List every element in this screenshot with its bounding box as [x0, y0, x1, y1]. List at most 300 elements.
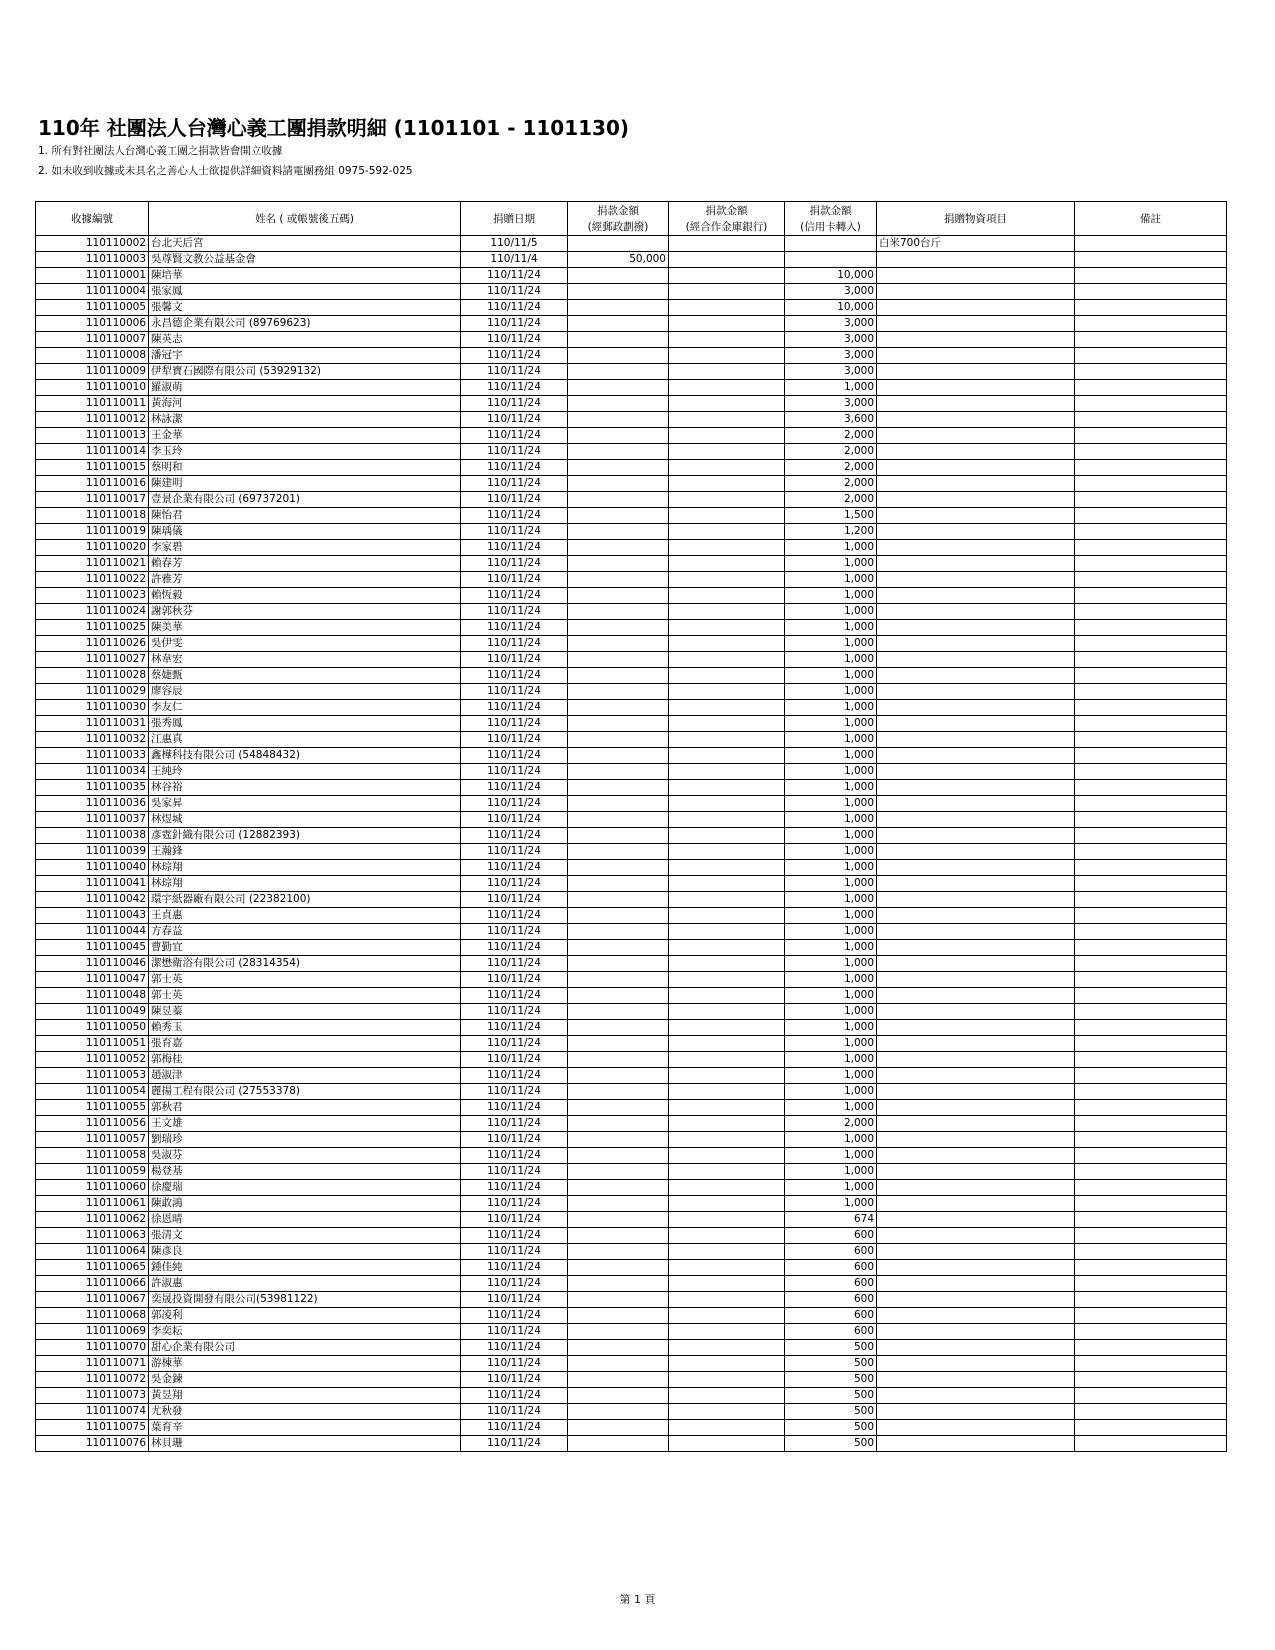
date-cell: 110/11/24	[461, 764, 568, 780]
remarks-cell	[1075, 1436, 1227, 1452]
date-cell: 110/11/24	[461, 620, 568, 636]
postal-amount-cell	[568, 1084, 669, 1100]
card-amount-cell: 1,000	[785, 1132, 877, 1148]
remarks-cell	[1075, 284, 1227, 300]
remarks-cell	[1075, 316, 1227, 332]
bank-amount-cell	[669, 284, 785, 300]
date-cell: 110/11/24	[461, 876, 568, 892]
date-cell: 110/11/24	[461, 1068, 568, 1084]
postal-amount-cell	[568, 1100, 669, 1116]
date-cell: 110/11/24	[461, 268, 568, 284]
table-row	[36, 476, 1227, 492]
receipt-no-cell: 110110012	[36, 412, 149, 428]
receipt-no-cell: 110110068	[36, 1308, 149, 1324]
date-cell: 110/11/24	[461, 844, 568, 860]
remarks-cell	[1075, 412, 1227, 428]
date-cell: 110/11/24	[461, 412, 568, 428]
table-row	[36, 764, 1227, 780]
bank-amount-cell	[669, 892, 785, 908]
postal-amount-cell	[568, 348, 669, 364]
postal-amount-cell	[568, 1228, 669, 1244]
goods-cell	[877, 1068, 1075, 1084]
bank-amount-cell	[669, 732, 785, 748]
card-amount-cell: 1,000	[785, 540, 877, 556]
bank-amount-cell	[669, 972, 785, 988]
postal-amount-cell	[568, 652, 669, 668]
remarks-cell	[1075, 1100, 1227, 1116]
receipt-no-cell: 110110063	[36, 1228, 149, 1244]
receipt-no-cell: 110110024	[36, 604, 149, 620]
bank-amount-cell	[669, 1020, 785, 1036]
remarks-cell	[1075, 604, 1227, 620]
donor-name-cell: 林煜城	[149, 812, 461, 828]
goods-cell	[877, 748, 1075, 764]
table-row	[36, 636, 1227, 652]
donor-name-cell: 徐慶瑞	[149, 1180, 461, 1196]
receipt-no-cell: 110110075	[36, 1420, 149, 1436]
donor-name-cell: 陳怡君	[149, 508, 461, 524]
date-cell: 110/11/24	[461, 1212, 568, 1228]
receipt-no-cell: 110110058	[36, 1148, 149, 1164]
donor-name-cell: 許雅芳	[149, 572, 461, 588]
goods-cell	[877, 508, 1075, 524]
postal-amount-cell	[568, 700, 669, 716]
donor-name-cell: 曹勤宜	[149, 940, 461, 956]
donor-name-cell: 林韋宏	[149, 652, 461, 668]
col-bank-amount-header: 捐款金額 (經合作金庫銀行)	[669, 202, 785, 236]
donor-name-cell: 林詠潔	[149, 412, 461, 428]
note-contact: 2. 如未收到收據或未具名之善心人士欲提供詳細資料請電團務組 0975-592-025	[38, 165, 413, 177]
card-amount-cell: 1,000	[785, 684, 877, 700]
bank-amount-cell	[669, 1196, 785, 1212]
postal-amount-cell	[568, 636, 669, 652]
receipt-no-cell: 110110042	[36, 892, 149, 908]
remarks-cell	[1075, 892, 1227, 908]
bank-amount-cell	[669, 380, 785, 396]
postal-amount-cell	[568, 668, 669, 684]
receipt-no-cell: 110110013	[36, 428, 149, 444]
postal-amount-cell	[568, 1356, 669, 1372]
goods-cell	[877, 684, 1075, 700]
note-receipt: 1. 所有對社團法人台灣心義工團之捐款皆會開立收據	[38, 145, 283, 157]
card-amount-cell: 1,000	[785, 780, 877, 796]
postal-amount-cell	[568, 1164, 669, 1180]
remarks-cell	[1075, 732, 1227, 748]
card-amount-cell: 1,000	[785, 956, 877, 972]
goods-cell	[877, 1372, 1075, 1388]
table-row	[36, 1068, 1227, 1084]
receipt-no-cell: 110110019	[36, 524, 149, 540]
card-amount-cell: 1,000	[785, 1148, 877, 1164]
date-cell: 110/11/24	[461, 732, 568, 748]
table-row	[36, 1324, 1227, 1340]
table-row	[36, 876, 1227, 892]
bank-amount-cell	[669, 396, 785, 412]
postal-amount-cell	[568, 1212, 669, 1228]
bank-amount-cell	[669, 604, 785, 620]
card-amount-cell: 1,000	[785, 1004, 877, 1020]
date-cell: 110/11/24	[461, 1420, 568, 1436]
donor-name-cell: 陳敢鴻	[149, 1196, 461, 1212]
table-row	[36, 1132, 1227, 1148]
goods-cell	[877, 1180, 1075, 1196]
card-amount-cell: 1,000	[785, 572, 877, 588]
receipt-no-cell: 110110014	[36, 444, 149, 460]
card-amount-cell: 1,000	[785, 940, 877, 956]
date-cell: 110/11/24	[461, 780, 568, 796]
donor-name-cell: 游棟華	[149, 1356, 461, 1372]
receipt-no-cell: 110110023	[36, 588, 149, 604]
remarks-cell	[1075, 908, 1227, 924]
card-amount-cell: 3,000	[785, 396, 877, 412]
postal-amount-cell	[568, 844, 669, 860]
card-amount-cell: 1,000	[785, 988, 877, 1004]
date-cell: 110/11/24	[461, 1340, 568, 1356]
remarks-cell	[1075, 492, 1227, 508]
postal-amount-cell	[568, 588, 669, 604]
remarks-cell	[1075, 972, 1227, 988]
donor-name-cell: 林谷裕	[149, 780, 461, 796]
card-amount-cell: 1,000	[785, 1084, 877, 1100]
goods-cell	[877, 428, 1075, 444]
card-amount-cell: 1,000	[785, 1100, 877, 1116]
goods-cell	[877, 540, 1075, 556]
bank-amount-cell	[669, 1292, 785, 1308]
goods-cell	[877, 316, 1075, 332]
donor-name-cell: 謝郭秋芬	[149, 604, 461, 620]
postal-amount-cell	[568, 1244, 669, 1260]
date-cell: 110/11/24	[461, 1356, 568, 1372]
postal-amount-cell	[568, 1324, 669, 1340]
table-row	[36, 460, 1227, 476]
date-cell: 110/11/24	[461, 1116, 568, 1132]
donor-name-cell: 楊登基	[149, 1164, 461, 1180]
bank-amount-cell	[669, 716, 785, 732]
goods-cell	[877, 332, 1075, 348]
goods-cell	[877, 1084, 1075, 1100]
goods-cell	[877, 956, 1075, 972]
table-row	[36, 1052, 1227, 1068]
table-row	[36, 1100, 1227, 1116]
card-amount-cell: 1,000	[785, 1196, 877, 1212]
goods-cell	[877, 412, 1075, 428]
card-amount-cell: 500	[785, 1420, 877, 1436]
bank-amount-cell	[669, 1212, 785, 1228]
bank-amount-cell	[669, 1436, 785, 1452]
donor-name-cell: 陳英志	[149, 332, 461, 348]
bank-amount-cell	[669, 1164, 785, 1180]
goods-cell	[877, 620, 1075, 636]
bank-amount-cell	[669, 444, 785, 460]
bank-amount-cell	[669, 1356, 785, 1372]
remarks-cell	[1075, 1308, 1227, 1324]
bank-amount-cell	[669, 636, 785, 652]
card-amount-cell: 1,500	[785, 508, 877, 524]
date-cell: 110/11/24	[461, 860, 568, 876]
receipt-no-cell: 110110030	[36, 700, 149, 716]
card-amount-cell: 1,000	[785, 1052, 877, 1068]
remarks-cell	[1075, 1420, 1227, 1436]
col-name-header: 姓名 ( 或帳號後五碼)	[149, 202, 461, 236]
bank-amount-cell	[669, 556, 785, 572]
bank-amount-cell	[669, 1388, 785, 1404]
receipt-no-cell: 110110020	[36, 540, 149, 556]
receipt-no-cell: 110110028	[36, 668, 149, 684]
table-row	[36, 1084, 1227, 1100]
remarks-cell	[1075, 636, 1227, 652]
receipt-no-cell: 110110011	[36, 396, 149, 412]
goods-cell	[877, 988, 1075, 1004]
donor-name-cell: 王瀚鋒	[149, 844, 461, 860]
col-remarks-header: 備註	[1075, 202, 1227, 236]
date-cell: 110/11/24	[461, 652, 568, 668]
date-cell: 110/11/24	[461, 460, 568, 476]
card-amount-cell: 3,000	[785, 364, 877, 380]
date-cell: 110/11/24	[461, 540, 568, 556]
table-row	[36, 1308, 1227, 1324]
bank-amount-cell	[669, 572, 785, 588]
remarks-cell	[1075, 1052, 1227, 1068]
donor-name-cell: 彥霆針織有限公司 (12882393)	[149, 828, 461, 844]
table-row	[36, 1292, 1227, 1308]
date-cell: 110/11/24	[461, 572, 568, 588]
date-cell: 110/11/24	[461, 364, 568, 380]
col-receipt-no-header: 收據編號	[36, 202, 149, 236]
goods-cell	[877, 492, 1075, 508]
date-cell: 110/11/24	[461, 588, 568, 604]
bank-amount-cell	[669, 524, 785, 540]
table-row	[36, 684, 1227, 700]
postal-amount-cell	[568, 1436, 669, 1452]
goods-cell: 白米700台斤	[877, 236, 1075, 252]
receipt-no-cell: 110110055	[36, 1100, 149, 1116]
bank-amount-cell	[669, 1404, 785, 1420]
bank-amount-cell	[669, 908, 785, 924]
card-amount-cell: 1,000	[785, 908, 877, 924]
donor-name-cell: 李家碧	[149, 540, 461, 556]
card-amount-cell: 1,000	[785, 620, 877, 636]
bank-amount-cell	[669, 428, 785, 444]
table-row	[36, 348, 1227, 364]
table-row	[36, 716, 1227, 732]
card-amount-cell: 1,000	[785, 924, 877, 940]
postal-amount-cell	[568, 460, 669, 476]
card-amount-cell: 600	[785, 1324, 877, 1340]
remarks-cell	[1075, 556, 1227, 572]
table-row	[36, 796, 1227, 812]
postal-amount-cell	[568, 1148, 669, 1164]
remarks-cell	[1075, 764, 1227, 780]
remarks-cell	[1075, 428, 1227, 444]
bank-amount-cell	[669, 300, 785, 316]
table-row	[36, 1372, 1227, 1388]
date-cell: 110/11/24	[461, 444, 568, 460]
postal-amount-cell	[568, 1004, 669, 1020]
goods-cell	[877, 1148, 1075, 1164]
remarks-cell	[1075, 1164, 1227, 1180]
donor-name-cell: 尤秋發	[149, 1404, 461, 1420]
remarks-cell	[1075, 1084, 1227, 1100]
receipt-no-cell: 110110043	[36, 908, 149, 924]
card-amount-cell: 1,000	[785, 972, 877, 988]
donor-name-cell: 林琮翔	[149, 860, 461, 876]
donor-name-cell: 甜心企業有限公司	[149, 1340, 461, 1356]
donor-name-cell: 林貝珊	[149, 1436, 461, 1452]
receipt-no-cell: 110110041	[36, 876, 149, 892]
donor-name-cell: 賴恆毅	[149, 588, 461, 604]
postal-amount-cell	[568, 1260, 669, 1276]
date-cell: 110/11/24	[461, 428, 568, 444]
date-cell: 110/11/24	[461, 1228, 568, 1244]
goods-cell	[877, 1164, 1075, 1180]
donor-name-cell: 王純玲	[149, 764, 461, 780]
date-cell: 110/11/24	[461, 508, 568, 524]
donor-name-cell: 環宇紙器廠有限公司 (22382100)	[149, 892, 461, 908]
bank-amount-cell	[669, 1340, 785, 1356]
donor-name-cell: 潘冠宇	[149, 348, 461, 364]
bank-amount-cell	[669, 780, 785, 796]
bank-amount-cell	[669, 1052, 785, 1068]
receipt-no-cell: 110110070	[36, 1340, 149, 1356]
bank-amount-cell	[669, 268, 785, 284]
receipt-no-cell: 110110007	[36, 332, 149, 348]
date-cell: 110/11/24	[461, 636, 568, 652]
receipt-no-cell: 110110001	[36, 268, 149, 284]
card-amount-cell: 10,000	[785, 300, 877, 316]
donor-name-cell: 潔懋衛浴有限公司 (28314354)	[149, 956, 461, 972]
remarks-cell	[1075, 444, 1227, 460]
donor-name-cell: 陳培華	[149, 268, 461, 284]
card-amount-cell	[785, 252, 877, 268]
donor-name-cell: 廖容辰	[149, 684, 461, 700]
receipt-no-cell: 110110057	[36, 1132, 149, 1148]
date-cell: 110/11/24	[461, 1372, 568, 1388]
donor-name-cell: 吳尊賢文教公益基金會	[149, 252, 461, 268]
goods-cell	[877, 556, 1075, 572]
goods-cell	[877, 1020, 1075, 1036]
receipt-no-cell: 110110065	[36, 1260, 149, 1276]
table-row	[36, 332, 1227, 348]
goods-cell	[877, 1116, 1075, 1132]
date-cell: 110/11/24	[461, 1004, 568, 1020]
goods-cell	[877, 812, 1075, 828]
card-amount-cell: 500	[785, 1356, 877, 1372]
postal-amount-cell	[568, 604, 669, 620]
card-amount-cell: 674	[785, 1212, 877, 1228]
postal-amount-cell	[568, 780, 669, 796]
card-amount-cell: 1,000	[785, 1164, 877, 1180]
receipt-no-cell: 110110035	[36, 780, 149, 796]
donor-name-cell: 郭士英	[149, 988, 461, 1004]
table-row	[36, 1404, 1227, 1420]
goods-cell	[877, 1036, 1075, 1052]
postal-amount-cell	[568, 1116, 669, 1132]
card-amount-cell: 1,000	[785, 604, 877, 620]
postal-amount-cell	[568, 796, 669, 812]
donor-name-cell: 蔡婕甄	[149, 668, 461, 684]
table-row	[36, 1388, 1227, 1404]
donor-name-cell: 黃海河	[149, 396, 461, 412]
donor-name-cell: 張秀鳳	[149, 716, 461, 732]
remarks-cell	[1075, 620, 1227, 636]
donor-name-cell: 李奕耘	[149, 1324, 461, 1340]
date-cell: 110/11/24	[461, 604, 568, 620]
bank-amount-cell	[669, 588, 785, 604]
goods-cell	[877, 1356, 1075, 1372]
table-row	[36, 972, 1227, 988]
bank-amount-cell	[669, 508, 785, 524]
receipt-no-cell: 110110067	[36, 1292, 149, 1308]
bank-amount-cell	[669, 1180, 785, 1196]
donor-name-cell: 吳伊雯	[149, 636, 461, 652]
remarks-cell	[1075, 652, 1227, 668]
remarks-cell	[1075, 476, 1227, 492]
table-row	[36, 1148, 1227, 1164]
donor-name-cell: 張清文	[149, 1228, 461, 1244]
page-number: 第 1 頁	[619, 1593, 656, 1606]
postal-amount-cell	[568, 1276, 669, 1292]
bank-amount-cell	[669, 1132, 785, 1148]
postal-amount-cell	[568, 1196, 669, 1212]
remarks-cell	[1075, 508, 1227, 524]
remarks-cell	[1075, 716, 1227, 732]
bank-amount-cell	[669, 1260, 785, 1276]
card-amount-cell: 500	[785, 1404, 877, 1420]
card-amount-cell: 1,000	[785, 796, 877, 812]
table-row	[36, 1116, 1227, 1132]
table-row	[36, 572, 1227, 588]
donor-name-cell: 李玉玲	[149, 444, 461, 460]
receipt-no-cell: 110110049	[36, 1004, 149, 1020]
postal-amount-cell	[568, 924, 669, 940]
receipt-no-cell: 110110021	[36, 556, 149, 572]
remarks-cell	[1075, 1036, 1227, 1052]
bank-amount-cell	[669, 700, 785, 716]
donor-name-cell: 陳建明	[149, 476, 461, 492]
postal-amount-cell	[568, 380, 669, 396]
donor-name-cell: 張育嘉	[149, 1036, 461, 1052]
receipt-no-cell: 110110017	[36, 492, 149, 508]
postal-amount-cell	[568, 620, 669, 636]
donor-name-cell: 吳家昇	[149, 796, 461, 812]
card-amount-cell	[785, 236, 877, 252]
table-row	[36, 444, 1227, 460]
bank-amount-cell	[669, 412, 785, 428]
bank-amount-cell	[669, 236, 785, 252]
bank-amount-cell	[669, 652, 785, 668]
date-cell: 110/11/4	[461, 252, 568, 268]
goods-cell	[877, 1228, 1075, 1244]
table-row	[36, 540, 1227, 556]
goods-cell	[877, 764, 1075, 780]
table-row	[36, 620, 1227, 636]
table-row	[36, 412, 1227, 428]
donor-name-cell: 台北天后宮	[149, 236, 461, 252]
goods-cell	[877, 1340, 1075, 1356]
date-cell: 110/11/24	[461, 1020, 568, 1036]
receipt-no-cell: 110110025	[36, 620, 149, 636]
receipt-no-cell: 110110038	[36, 828, 149, 844]
card-amount-cell: 2,000	[785, 492, 877, 508]
goods-cell	[877, 892, 1075, 908]
postal-amount-cell	[568, 476, 669, 492]
bank-amount-cell	[669, 844, 785, 860]
goods-cell	[877, 1308, 1075, 1324]
remarks-cell	[1075, 1132, 1227, 1148]
card-amount-cell: 1,000	[785, 764, 877, 780]
donor-name-cell: 吳淑芬	[149, 1148, 461, 1164]
goods-cell	[877, 1132, 1075, 1148]
